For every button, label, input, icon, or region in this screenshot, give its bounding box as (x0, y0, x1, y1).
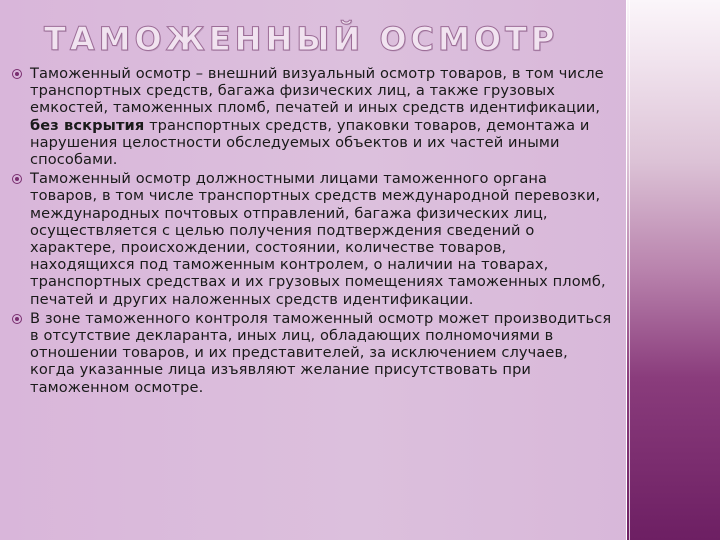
bullet-text-part: транспортных средств, упаковки товаров, демонтажа и нарушения целостности обследуемых объектов и их частей иными способами. (30, 116, 590, 169)
bullet-list (12, 65, 612, 398)
bullet-text-emphasis: без вскрытия (30, 116, 145, 134)
bullet-item-definition (12, 65, 612, 168)
bullet-text-part: Таможенный осмотр – внешний визуальный осмотр товаров, в том числе транспортных средств, багажа физических лиц, а также грузовых емкостей, таможенных пломб, печатей и иных средств идентификации, (30, 65, 604, 117)
circle-bullet-icon (12, 69, 22, 79)
side-bar-divider (626, 0, 627, 540)
circle-bullet-icon (12, 314, 22, 324)
side-bar-divider-secondary (629, 0, 630, 540)
decorative-side-bar (627, 0, 720, 540)
bullet-text: В зоне таможенного контроля таможенный осмотр может производиться в отсутствие декларанта, иных лиц, обладающих полномочиями в отношении товаров, и их представителей, за исключением случаев, когда указанные лица изъявляют желание присутствовать при таможенном осмотре. (30, 309, 612, 396)
slide-title: ТАМОЖЕННЫЙ ОСМОТР (44, 20, 559, 58)
bullet-item-purpose (12, 170, 612, 308)
circle-bullet-icon (12, 174, 22, 184)
bullet-text: Таможенный осмотр должностными лицами таможенного органа товаров, в том числе транспортных средств международной перевозки, международных почтовых отправлений, багажа физических лиц, осуществляется с целью получения подтверждения сведений о характере, происхождении, состоянии, количестве товаров, находящихся под таможенным контролем, о наличии на товарах, транспортных средствах и их грузовых помещениях таможенных пломб, печатей и других наложенных средств идентификации. (30, 170, 606, 308)
bullet-item-control-zone (12, 310, 612, 396)
